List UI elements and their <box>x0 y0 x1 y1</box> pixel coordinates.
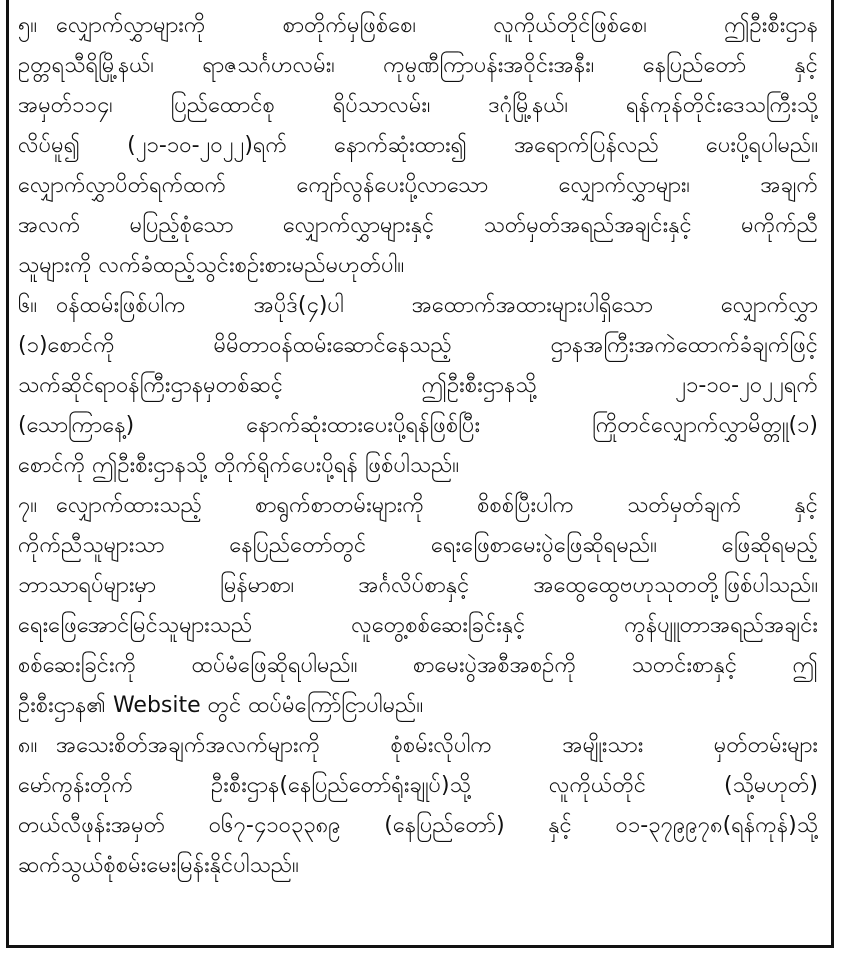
paragraph-line: ဦးစီးဌာန၏ Website တွင် ထပ်မံကြော်ငြာပါမည်။ <box>18 693 424 718</box>
paragraph-line: မော်ကွန်းတိုက် ဦးစီးဌာန(နေပြည်တော်ရုံးချုပ်)သို့ လူကိုယ်တိုင် (သို့မဟုတ်) <box>18 773 818 798</box>
paragraph-number: ၇။ <box>18 493 38 518</box>
paragraph-line: ဘာသာရပ်များမှာ မြန်မာစာ၊ အင်္ဂလိပ်စာနှင့် အထွေထွေဗဟုသုတတို့ဖြစ်ပါသည်။ <box>18 573 818 598</box>
paragraph-line <box>18 726 818 766</box>
paragraph-line <box>18 486 818 526</box>
paragraph-number: ၈။ <box>18 733 38 758</box>
paragraph-line: (၁)စောင်ကို မိမိတာဝန်ထမ်းဆောင်နေသည့် ဌာနအကြီးအကဲထောက်ခံချက်ဖြင့် <box>18 333 818 358</box>
paragraph-line <box>18 286 818 326</box>
paragraph-text: ဝန်ထမ်းဖြစ်ပါက အပိုဒ်(၄)ပါ အထောက်အထားများပါရှိသော လျှောက်လွှာ <box>56 293 818 318</box>
paragraph-line: အလက် မပြည့်စုံသော လျှောက်လွှာများနှင့် သတ်မှတ်အရည်အချင်းနှင့် မကိုက်ညီ <box>18 213 818 238</box>
paragraph-number: ၅။ <box>18 13 38 38</box>
paragraph-6 <box>18 286 818 486</box>
paragraph-line: ကိုက်ညီသူများသာ နေပြည်တော်တွင် ရေးဖြေစာမေးပွဲဖြေဆိုရမည်။ ဖြေဆိုရမည့် <box>18 533 818 558</box>
paragraph-line <box>18 6 818 46</box>
paragraph-line: သက်ဆိုင်ရာဝန်ကြီးဌာနမှတစ်ဆင့် ဤဦးစီးဌာနသို့ ၂၁-၁၀-၂၀၂၂ရက် <box>18 373 818 398</box>
paragraph-text: လျှောက်ထားသည့် စာရွက်စာတမ်းများကို စိစစ်ပြီးပါက သတ်မှတ်ချက် နှင့် <box>56 493 818 518</box>
document-body <box>18 6 818 886</box>
paragraph-8 <box>18 726 818 886</box>
paragraph-line: လိပ်မူ၍ (၂၁-၁၀-၂၀၂၂)ရက် နောက်ဆုံးထား၍ အရောက်ပြန်လည် ပေးပို့ရပါမည်။ <box>18 133 818 158</box>
paragraph-line: စစ်ဆေးခြင်းကို ထပ်မံဖြေဆိုရပါမည်။ စာမေးပွဲအစီအစဉ်ကို သတင်းစာနှင့် ဤ <box>18 653 818 678</box>
paragraph-line: တယ်လီဖုန်းအမှတ် ၀၆၇-၄၁၀၃၃၈၉ (နေပြည်တော်) နှင့် ၀၁-၃၇၉၉၇၈(ရန်ကုန်)သို့ <box>18 813 818 838</box>
paragraph-line: ရေးဖြေအောင်မြင်သူများသည် လူတွေ့စစ်ဆေးခြင်းနှင့် ကွန်ပျူတာအရည်အချင်း <box>18 613 818 638</box>
paragraph-line: စောင်ကို ဤဦးစီးဌာနသို့ တိုက်ရိုက်ပေးပို့ရန် ဖြစ်ပါသည်။ <box>18 453 460 478</box>
paragraph-line: (သောကြာနေ့) နောက်ဆုံးထားပေးပို့ရန်ဖြစ်ပြီး ကြိုတင်လျှောက်လွှာမိတ္တူ(၁) <box>18 413 818 438</box>
paragraph-line: သူများကို လက်ခံထည့်သွင်းစဉ်းစားမည်မဟုတ်ပါ။ <box>18 253 405 278</box>
paragraph-7 <box>18 486 818 726</box>
paragraph-text: လျှောက်လွှာများကို စာတိုက်မှဖြစ်စေ၊ လူကိုယ်တိုင်ဖြစ်စေ၊ ဤဦးစီးဌာန <box>56 13 818 38</box>
paragraph-line: ဥတ္တရသီရိမြို့နယ်၊ ရာဇသင်္ဂဟလမ်း၊ ကုမ္ပဏီကြာပန်းအဝိုင်းအနီး၊ နေပြည်တော် နှင့် <box>18 53 818 78</box>
paragraph-line: လျှောက်လွှာပိတ်ရက်ထက် ကျော်လွန်ပေးပို့လာသော လျှောက်လွှာများ၊ အချက် <box>18 173 818 198</box>
paragraph-line: အမှတ်၁၁၄၊ ပြည်ထောင်စု ရိပ်သာလမ်း၊ ဒဂုံမြို့နယ်၊ ရန်ကုန်တိုင်းဒေသကြီးသို့ <box>18 93 818 118</box>
paragraph-text: အသေးစိတ်အချက်အလက်များကို စုံစမ်းလိုပါက အမျိုးသား မှတ်တမ်းများ <box>56 733 818 758</box>
paragraph-number: ၆။ <box>18 293 38 318</box>
paragraph-5 <box>18 6 818 286</box>
paragraph-line: ဆက်သွယ်စုံစမ်းမေးမြန်းနိုင်ပါသည်။ <box>18 853 299 878</box>
